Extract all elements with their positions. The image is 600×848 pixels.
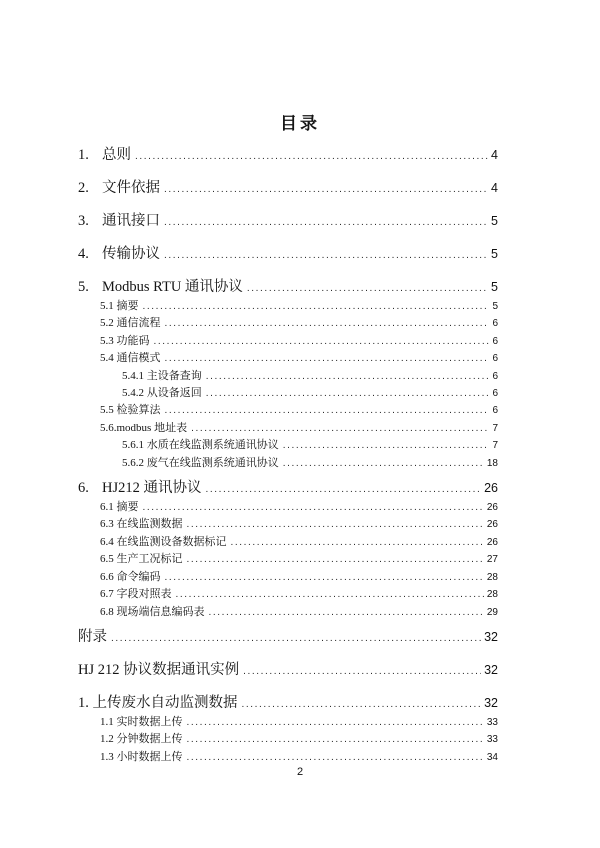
- toc-entry[interactable]: [78, 212, 498, 232]
- toc-entry-page: 5: [491, 280, 498, 294]
- toc-entry-page: 26: [484, 481, 498, 496]
- footer-page-number: 2: [296, 766, 304, 778]
- toc-leader-dots: [187, 552, 484, 568]
- toc-leader-dots: [111, 629, 481, 648]
- toc-entry[interactable]: [78, 586, 498, 603]
- toc-entry-label: 5.6.modbus 地址表: [100, 421, 188, 434]
- toc-leader-dots: [165, 351, 490, 367]
- toc-entry[interactable]: [78, 569, 498, 586]
- toc-entry[interactable]: [78, 402, 498, 419]
- toc-entry[interactable]: [78, 604, 498, 621]
- toc-entry-page: 5: [492, 301, 498, 312]
- toc-leader-dots: [283, 456, 484, 472]
- toc-entry[interactable]: [78, 278, 498, 298]
- toc-leader-dots: [247, 279, 488, 298]
- toc-entry[interactable]: [78, 179, 498, 199]
- toc-leader-dots: [206, 369, 490, 385]
- toc-entry-page: 4: [491, 148, 498, 162]
- toc-leader-dots: [165, 316, 490, 332]
- toc-entry-label: 5.4 通信模式: [100, 352, 161, 365]
- toc-entry-label: 6.3 在线监测数据: [100, 518, 183, 531]
- toc-leader-dots: [165, 570, 484, 586]
- toc-entry[interactable]: [78, 455, 498, 472]
- toc-entry[interactable]: [78, 245, 498, 265]
- toc-leader-dots: [206, 386, 490, 402]
- toc-leader-dots: [143, 299, 490, 315]
- toc-entry-label: Modbus RTU 通讯协议: [102, 279, 243, 295]
- toc-entry-label: HJ212 通讯协议: [102, 480, 202, 497]
- toc-entry-page: 26: [486, 536, 498, 548]
- toc-entry[interactable]: [78, 437, 498, 454]
- toc-entry-label: 6.1 摘要: [100, 501, 139, 514]
- toc-entry[interactable]: [78, 333, 498, 350]
- toc-entry-number: 1.: [78, 147, 89, 163]
- toc-entry[interactable]: [78, 479, 498, 499]
- toc-entry-page: 18: [486, 457, 498, 469]
- toc-leader-dots: [283, 438, 490, 454]
- toc-entry-page: 6: [492, 370, 498, 382]
- toc-entry[interactable]: [78, 749, 498, 766]
- toc-entry-page: 27: [486, 554, 498, 566]
- toc-entry-label: 5.1 摘要: [100, 300, 139, 312]
- toc-entry-label: 5.4.2 从设备返回: [122, 387, 202, 400]
- toc-leader-dots: [164, 213, 488, 232]
- toc-entry-page: 33: [486, 716, 498, 728]
- toc-entry-label: 通讯接口: [102, 213, 160, 229]
- toc-entry-label: 1.2 分钟数据上传: [100, 733, 183, 746]
- toc-entry-label: 5.6.2 废气在线监测系统通讯协议: [122, 456, 279, 469]
- toc-entry[interactable]: [78, 534, 498, 551]
- toc-leader-dots: [135, 147, 488, 166]
- toc-leader-dots: [176, 587, 484, 603]
- toc-leader-dots: [242, 695, 482, 714]
- toc-leader-dots: [187, 715, 484, 731]
- toc-leader-dots: [191, 421, 489, 437]
- toc-entry-page: 32: [484, 629, 498, 644]
- toc-entry-label: 5.5 检验算法: [100, 404, 161, 417]
- toc-entry-page: 6: [492, 335, 498, 347]
- toc-entry-page: 4: [491, 181, 498, 195]
- toc-leader-dots: [143, 500, 484, 516]
- toc-entry-page: 26: [486, 502, 498, 514]
- toc-leader-dots: [164, 246, 488, 265]
- toc-entry-number: 2.: [78, 180, 89, 196]
- toc-entry-label: HJ 212 协议数据通讯实例: [78, 661, 240, 678]
- toc-entry-page: 34: [486, 751, 498, 763]
- toc-entry[interactable]: [78, 628, 498, 648]
- toc-leader-dots: [209, 605, 484, 621]
- toc-leader-dots: [165, 403, 490, 419]
- toc-entry[interactable]: [78, 499, 498, 516]
- toc-leader-dots: [187, 732, 484, 748]
- toc-entry-label: 总则: [102, 147, 131, 163]
- page-title: 目录: [280, 114, 320, 133]
- toc-entry[interactable]: [78, 368, 498, 385]
- toc-leader-dots: [243, 662, 481, 681]
- toc-entry-page: 6: [492, 388, 498, 400]
- toc-entry-label: 6.7 字段对照表: [100, 588, 172, 601]
- toc-entry[interactable]: [78, 350, 498, 367]
- toc-entry-number: 5.: [78, 279, 89, 295]
- toc-entry-page: 5: [491, 214, 498, 228]
- toc-entry-page: 6: [492, 405, 498, 417]
- toc-entry-label: 5.4.1 主设备查询: [122, 369, 202, 382]
- toc-leader-dots: [164, 180, 488, 199]
- toc-entry-number: 6.: [78, 480, 89, 497]
- toc-entry[interactable]: [78, 731, 498, 748]
- toc-leader-dots: [231, 535, 484, 551]
- toc-entry-label: 6.6 命令编码: [100, 570, 161, 583]
- toc-entry-label: 1.1 实时数据上传: [100, 715, 183, 728]
- toc-entry-page: 5: [491, 247, 498, 261]
- toc-entry[interactable]: [78, 551, 498, 568]
- toc-entry-page: 29: [486, 606, 498, 618]
- toc-list: [78, 146, 498, 766]
- toc-entry-page: 28: [486, 589, 498, 601]
- toc-entry-label: 文件依据: [102, 180, 160, 196]
- toc-entry-page: 6: [492, 353, 498, 365]
- toc-entry[interactable]: [78, 385, 498, 402]
- toc-entry[interactable]: [78, 714, 498, 731]
- toc-entry-page: 6: [492, 318, 498, 330]
- toc-entry-label: 附录: [78, 628, 107, 645]
- toc-entry-page: 33: [486, 734, 498, 746]
- toc-entry-page: 26: [486, 519, 498, 531]
- toc-entry-label: 1.3 小时数据上传: [100, 750, 183, 763]
- toc-entry-page: 7: [492, 422, 498, 434]
- toc-entry-label: 5.3 功能码: [100, 334, 150, 347]
- toc-entry-label: 5.6.1 水质在线监测系统通讯协议: [122, 439, 279, 452]
- toc-entry-number: 3.: [78, 213, 89, 229]
- toc-entry[interactable]: [78, 516, 498, 533]
- toc-entry[interactable]: [78, 146, 498, 166]
- toc-entry[interactable]: [78, 298, 498, 315]
- toc-entry-page: 32: [484, 695, 498, 710]
- toc-leader-dots: [154, 334, 490, 350]
- toc-entry[interactable]: [78, 694, 498, 714]
- toc-entry-label: 传输协议: [102, 246, 160, 262]
- toc-entry-label: 1. 上传废水自动监测数据: [78, 694, 238, 711]
- toc-leader-dots: [206, 480, 482, 499]
- toc-entry[interactable]: [78, 420, 498, 437]
- toc-entry-label: 5.2 通信流程: [100, 317, 161, 330]
- toc-entry[interactable]: [78, 661, 498, 681]
- toc-entry[interactable]: [78, 315, 498, 332]
- toc-entry-page: 28: [486, 571, 498, 583]
- toc-entry-label: 6.5 生产工况标记: [100, 553, 183, 566]
- toc-entry-label: 6.4 在线监测设备数据标记: [100, 535, 227, 548]
- toc-entry-number: 4.: [78, 246, 89, 262]
- toc-entry-page: 7: [492, 440, 498, 452]
- toc-leader-dots: [187, 750, 484, 766]
- toc-entry-page: 32: [484, 662, 498, 677]
- toc-entry-label: 6.8 现场端信息编码表: [100, 605, 205, 618]
- toc-leader-dots: [187, 517, 484, 533]
